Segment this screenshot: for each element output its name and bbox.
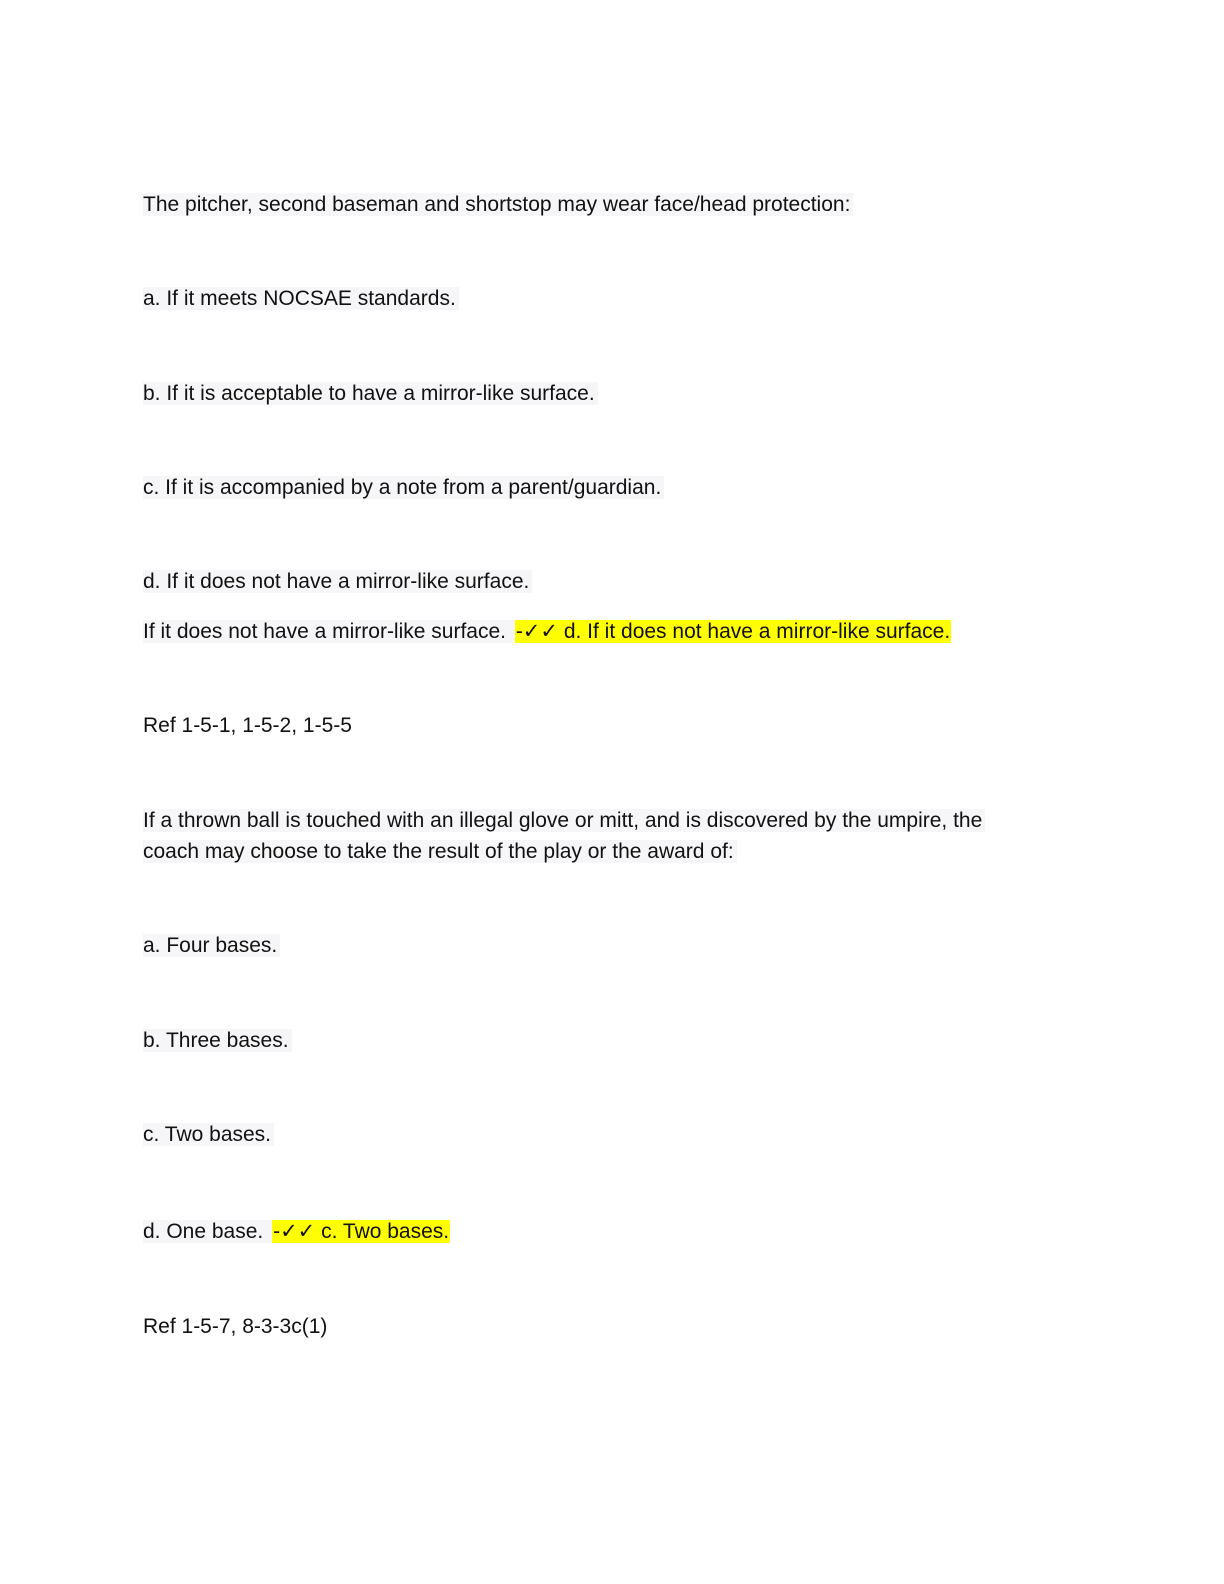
question-2-option-a	[143, 930, 280, 961]
reference-text: Ref 1-5-7, 8-3-3c(1)	[143, 1315, 328, 1338]
question-1-option-c	[143, 472, 664, 503]
option-b-text: b. Three bases.	[143, 1029, 292, 1052]
question-2-reference	[143, 1311, 327, 1342]
option-d-text: d. If it does not have a mirror-like surface.	[143, 570, 532, 593]
question-1-reference	[143, 710, 352, 741]
answer-highlight: -✓✓ c. Two bases.	[273, 1220, 450, 1243]
answer-highlight: -✓✓ d. If it does not have a mirror-like surface.	[515, 620, 951, 643]
option-d-text: d. One base.	[143, 1220, 272, 1243]
option-b-text: b. If it is acceptable to have a mirror-like surface.	[143, 382, 598, 405]
question-1-option-a	[143, 283, 459, 314]
question-1-option-b	[143, 378, 598, 409]
question-2-option-b	[143, 1025, 292, 1056]
question-2-option-c	[143, 1119, 274, 1150]
reference-text: Ref 1-5-1, 1-5-2, 1-5-5	[143, 714, 352, 737]
option-c-text: c. If it is accompanied by a note from a parent/guardian.	[143, 476, 664, 499]
question-1-answer	[143, 616, 951, 647]
option-c-text: c. Two bases.	[143, 1123, 274, 1146]
question-2-text-line-1: If a thrown ball is touched with an illegal glove or mitt, and is discovered by the umpire, the	[143, 809, 985, 832]
option-a-text: a. Four bases.	[143, 934, 280, 957]
answer-text: If it does not have a mirror-like surface.	[143, 620, 515, 643]
question-2-line-2	[143, 836, 737, 867]
question-1-option-d	[143, 566, 532, 597]
question-2-option-d	[143, 1216, 450, 1247]
question-1-text: The pitcher, second baseman and shortstop may wear face/head protection:	[143, 193, 853, 216]
question-2-line-1	[143, 805, 985, 836]
question-2-text-line-2: coach may choose to take the result of the play or the award of:	[143, 840, 737, 863]
option-a-text: a. If it meets NOCSAE standards.	[143, 287, 459, 310]
question-1	[143, 189, 853, 220]
